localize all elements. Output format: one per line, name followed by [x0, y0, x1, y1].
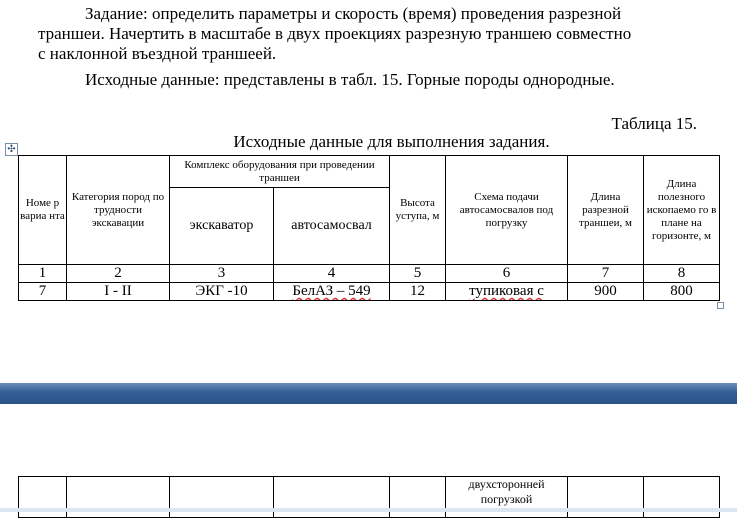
table-title: Исходные данные для выполнения задания. [233, 132, 550, 151]
header-equipment-complex: Комплекс оборудования при проведении траншеи [170, 156, 390, 188]
table-caption: Таблица 15. [611, 114, 697, 133]
header-trench-length: Длина разрезной траншеи, м [568, 156, 644, 265]
cell-scheme [446, 283, 568, 301]
table-row [19, 283, 720, 301]
column-number: 1 [19, 265, 67, 283]
header-category: Категория пород по трудности экскавации [67, 156, 170, 265]
cell-scheme-continued: двухсторонней погрузкой [446, 477, 568, 518]
header-bench-height: Высота уступа, м [390, 156, 446, 265]
cell-useful-length: 800 [644, 283, 720, 301]
cell-truck-text: БелАЗ – 549 [292, 283, 371, 299]
cell-height: 12 [390, 283, 446, 301]
task-paragraph-line-2: траншеи. Начертить в масштабе в двух проекциях разрезную траншею совместно [38, 24, 632, 43]
source-data-paragraph: Исходные данные: представлены в табл. 15. Горные породы однородные. [85, 70, 615, 89]
cell-truck [274, 283, 390, 301]
column-number: 3 [170, 265, 274, 283]
column-number: 4 [274, 265, 390, 283]
header-truck: автосамосвал [274, 188, 390, 265]
task-paragraph-line-3: с наклонной въездной траншеей. [38, 44, 277, 63]
cell-trench-length: 900 [568, 283, 644, 301]
header-truck-scheme: Схема подачи автосамосвалов под погрузку [446, 156, 568, 265]
column-number: 2 [67, 265, 170, 283]
header-useful-length: Длина полезного ископаемо го в плане на горизонте, м [644, 156, 720, 265]
document-page-2 [0, 404, 737, 512]
table-move-handle-icon[interactable]: ✣ [5, 143, 18, 156]
task-paragraph-line-1: Задание: определить параметры и скорость (время) проведения разрезной [85, 4, 622, 23]
cell-category: I - II [67, 283, 170, 301]
column-number-row [19, 265, 720, 283]
column-number: 5 [390, 265, 446, 283]
column-number: 6 [446, 265, 568, 283]
header-excavator: экскаватор [170, 188, 274, 265]
header-variant: Номе р вариа нта [19, 156, 67, 265]
cell-excavator: ЭКГ -10 [170, 283, 274, 301]
source-data-table [18, 155, 720, 301]
column-number: 7 [568, 265, 644, 283]
cell-scheme-text: тупиковая с [469, 283, 544, 299]
table-resize-handle-icon[interactable] [717, 302, 724, 309]
cell-variant: 7 [19, 283, 67, 301]
column-number: 8 [644, 265, 720, 283]
bottom-border-strip [0, 508, 737, 512]
page-break-separator [0, 383, 737, 404]
